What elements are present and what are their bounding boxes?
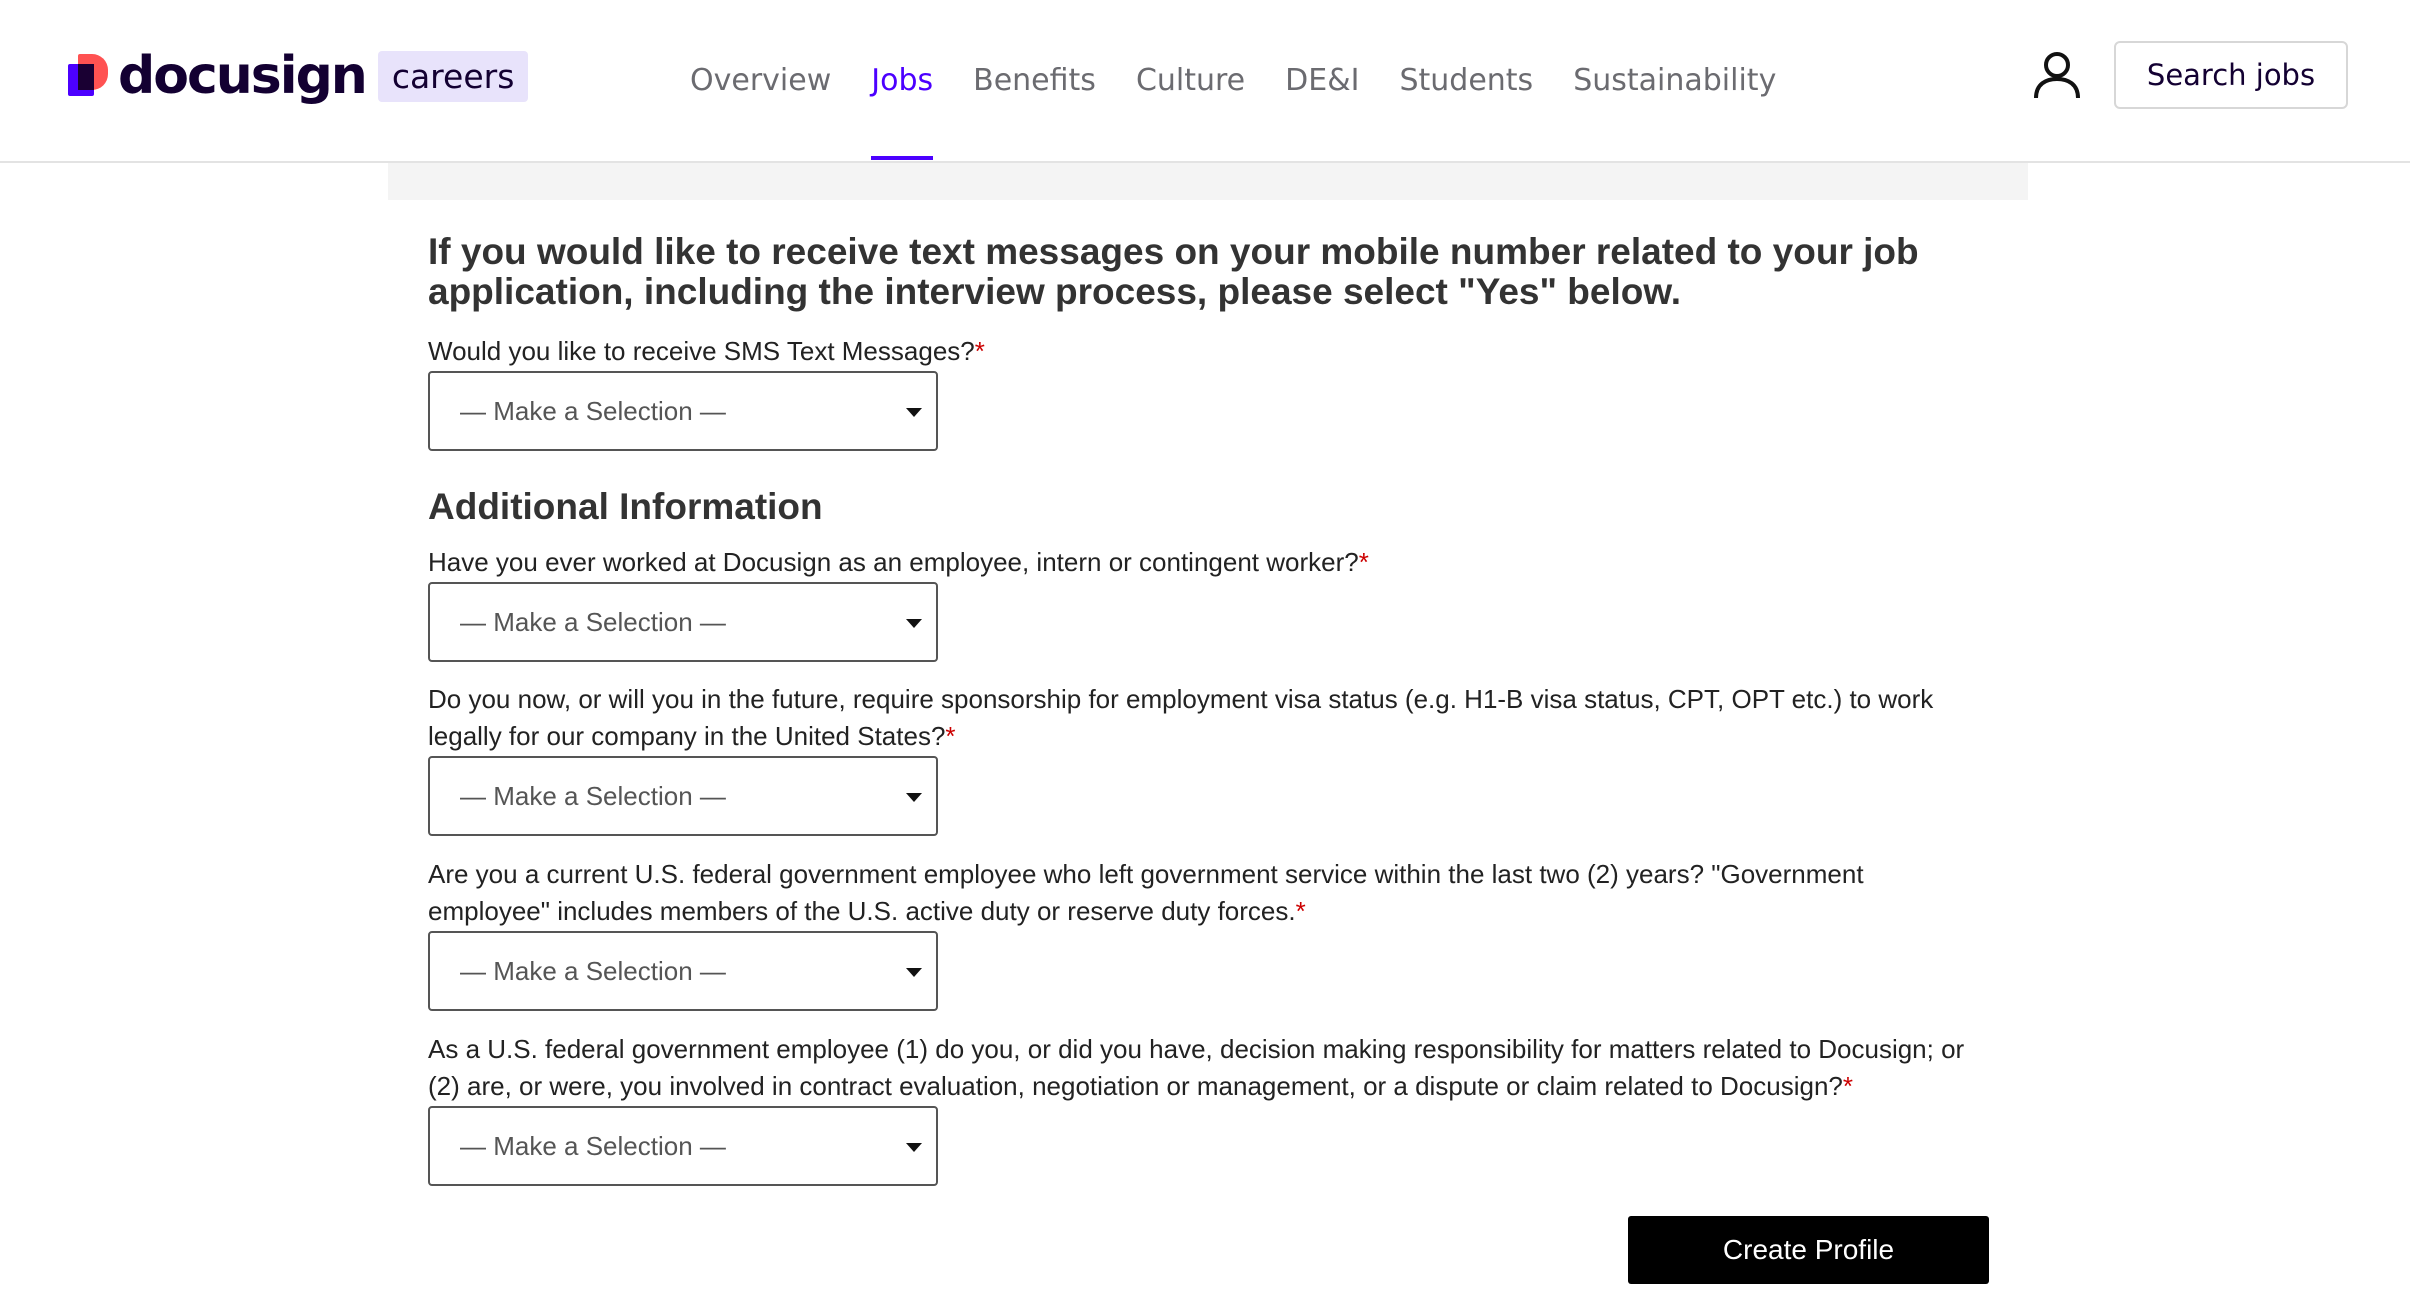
question-label: Have you ever worked at Docusign as an employee, intern or contingent worker? bbox=[428, 547, 1359, 577]
nav-benefits[interactable]: Benefits bbox=[973, 62, 1096, 98]
visa-sponsorship-select[interactable] bbox=[428, 756, 938, 836]
question-label: Do you now, or will you in the future, require sponsorship for employment visa status (e.g. H1-B visa status, CPT, OPT etc.) to work legally for our company in the United States? bbox=[428, 684, 1934, 751]
sms-question bbox=[428, 333, 1988, 370]
sms-question-label: Would you like to receive SMS Text Messages? bbox=[428, 336, 975, 366]
form-top-band bbox=[388, 163, 2028, 200]
docusign-logo-mark-icon bbox=[68, 54, 108, 98]
worked-at-docusign-select[interactable] bbox=[428, 582, 938, 662]
caret-down-icon bbox=[906, 793, 922, 802]
required-mark: * bbox=[945, 721, 956, 751]
select-value: — Make a Selection — bbox=[460, 1130, 726, 1161]
logo-careers-tag: careers bbox=[378, 51, 529, 102]
main-nav bbox=[690, 0, 1816, 160]
question-government-employee bbox=[428, 856, 1988, 930]
create-profile-button[interactable]: Create Profile bbox=[1628, 1216, 1989, 1284]
nav-culture[interactable]: Culture bbox=[1135, 62, 1246, 98]
required-mark: * bbox=[1295, 896, 1306, 926]
select-value: — Make a Selection — bbox=[460, 955, 726, 986]
nav-sustainability[interactable]: Sustainability bbox=[1573, 62, 1777, 98]
caret-down-icon bbox=[906, 1143, 922, 1152]
search-jobs-button[interactable]: Search jobs bbox=[2114, 41, 2348, 109]
caret-down-icon bbox=[906, 408, 922, 417]
sms-intro bbox=[428, 232, 1988, 312]
sms-intro-heading: If you would like to receive text messages on your mobile number related to your job application, including the interview process, please select "Yes" below. bbox=[428, 231, 1919, 312]
sms-select[interactable] bbox=[428, 371, 938, 451]
nav-students[interactable]: Students bbox=[1399, 62, 1534, 98]
sms-select-value: — Make a Selection — bbox=[460, 395, 726, 426]
nav-dei[interactable]: DE&I bbox=[1285, 62, 1360, 98]
decision-making-select[interactable] bbox=[428, 1106, 938, 1186]
select-value: — Make a Selection — bbox=[460, 780, 726, 811]
question-decision-making bbox=[428, 1031, 1988, 1105]
caret-down-icon bbox=[906, 619, 922, 628]
question-worked-at-docusign bbox=[428, 544, 1988, 581]
select-value: — Make a Selection — bbox=[460, 606, 726, 637]
government-employee-select[interactable] bbox=[428, 931, 938, 1011]
user-icon[interactable] bbox=[2030, 48, 2084, 102]
required-mark: * bbox=[1842, 1071, 1854, 1101]
additional-info-title: Additional Information bbox=[428, 486, 823, 527]
required-mark: * bbox=[1358, 547, 1369, 577]
docusign-logo[interactable] bbox=[68, 48, 528, 104]
caret-down-icon bbox=[906, 968, 922, 977]
required-mark: * bbox=[974, 336, 985, 366]
question-label: Are you a current U.S. federal government employee who left government service within the last two (2) years? "Government employee" includes members of the U.S. active duty or reserve duty forces. bbox=[428, 859, 1864, 926]
question-label: As a U.S. federal government employee (1) do you, or did you have, decision making responsibility for matters related to Docusign; or (2) are, or were, you involved in contract evaluation, negotiation or management, or a dispute or claim related to Docusign? bbox=[428, 1034, 1965, 1101]
question-visa-sponsorship bbox=[428, 681, 1988, 755]
site-header bbox=[0, 0, 2410, 163]
nav-overview[interactable]: Overview bbox=[690, 62, 832, 98]
nav-jobs[interactable]: Jobs bbox=[871, 0, 933, 160]
logo-wordmark: docusign bbox=[118, 46, 366, 106]
